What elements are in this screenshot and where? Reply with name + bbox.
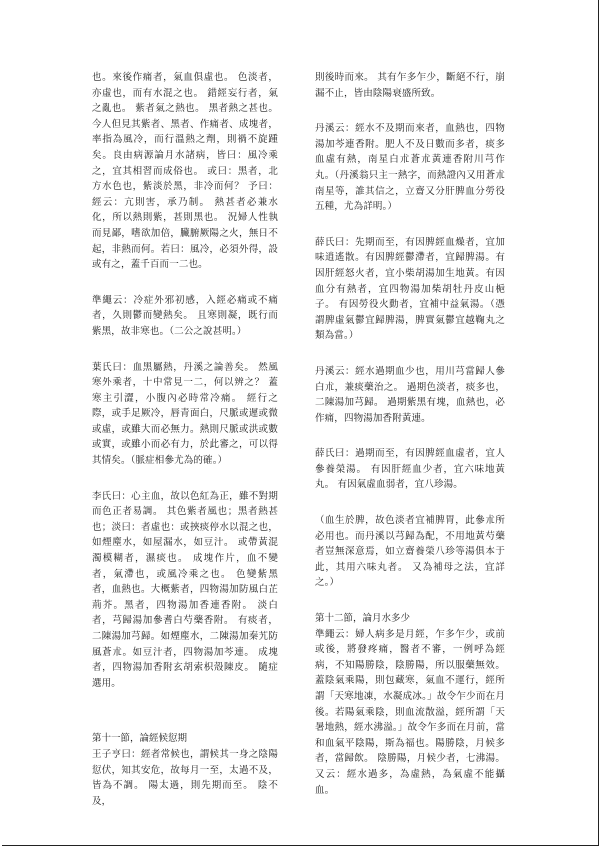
paragraph: 準繩云：婦人病多是月經，乍多乍少，或前或後，將發疼痛，醫者不審，一例呼為經病，不知陽勝陰，陰勝陽，所以服藥無效。 蓋陰氣乘陽，則包藏寒，氣血不運行，經所謂「天寒地凍，水凝成冰。」故令乍少而在月後。若陽氣乘陰，則血流散溢，經所謂「天暑地熱，經水沸溢。」故令乍多而在月前，當和血氣平陰陽，斯為福也。陽勝陰，月候多者，當歸飲。 陰勝陽，月候少者，七沸湯。 又云：經水過多，為虛熱，為氣虛不能攝血。 <box>315 628 505 796</box>
section-heading: 第十一節，論經候愆期 <box>92 733 188 745</box>
paragraph: 丹溪云：經水不及期而來者，血熱也，四物湯加芩連香附。肥人不及日數而多者，痰多血虛有熱，南星白朮蒼朮黃連香附川芎作丸。（丹溪翁只主一熱字，而熱證內又用蒼朮南星等，誰其信之，立齋又分肝脾血分勞役五種，尤為詳明。） <box>315 123 505 213</box>
book-page <box>2 0 599 846</box>
paragraph: 則後時而來。 其有乍多乍少，斷絕不行，崩漏不止，皆由陰陽衰盛所致。 <box>315 72 505 99</box>
paragraph: 薛氏曰：先期而至，有因脾經血燥者，宜加味逍遙散。有因脾經鬱滯者，宜歸脾湯。有因肝經怒火者，宜小柴胡湯加生地黃。有因血分有熱者，宜四物湯加柴胡牡丹皮山梔子。 有因勞役火動者，宜補中益氣湯。（憑謂脾虛氣鬱宜歸脾湯，脾實氣鬱宜越鞠丸之類為當。） <box>315 236 505 342</box>
paragraph: 準繩云：冷症外邪初感，入經必痛或不痛者，久則鬱而變熱矣。 且寒則凝，既行而紫黑，故非寒也。（二公之說甚明。） <box>92 294 278 337</box>
paragraph: 丹溪云：經水過期血少也，用川芎當歸人參白朮，兼痰藥治之。 過期色淡者，痰多也，二陳湯加芎歸。 過期紫黑有塊，血熱也，必作痛，四物湯加香附黃連。 <box>315 365 505 424</box>
paragraph: 李氏曰：心主血，故以色紅為正，雖不對期而色正者易調。 其色紫者風也；黑者熱甚也；淡曰：者虛也：或挾痰停水以混之也，如煙塵水，如屋漏水，如豆汁。 或帶黃混濁模糊者，濕痰也。 成塊作片，血不變者，氣滯也，或風冷乘之也。 色變紫黑者，血熱也。大概紫者，四物湯加防風白芷荊芥。黑者，四物湯加香連香附。 淡白者，芎歸湯加參耆白芍藥香附。 有痰者，二陳湯加芎歸。如煙塵水，二陳湯加秦艽防風蒼朮。如豆汁者，四物湯加芩連。 成塊者，四物湯加香附玄胡索枳殼陳皮。 隨症選用。 <box>92 490 278 689</box>
section-heading: 第十二節，論月水多少 <box>315 613 411 625</box>
left-column <box>92 70 278 829</box>
paragraph: 葉氏曰：血黑屬熱，丹溪之論善矣。 然風寒外乘者，十中常見一二，何以辨之？ 蓋寒主引澀，小腹內必時常冷痛。 經行之際，或手足厥冷，唇青面白，尺脈或遲或微或虛，或雖大而必無力。熱則尺脈或洪或數或實，或雖小而必有力，於此審之，可以得其情矣。（脈症相參尤為的確。） <box>92 361 278 467</box>
right-column <box>315 70 505 818</box>
paragraph: 也。來後作痛者，氣血俱虛也。 色淡者，亦虛也，而有水混之也。 錯經妄行者，氣之亂也。 紫者氣之熱也。 黑者熱之甚也。 今人但見其紫者、黑者、作痛者、成塊者，率指為風冷，而行溫熱之劑，則禍不旋踵矣。良由病源論月水諸病，皆曰：風冷乘之，宜其相習而成俗也。 或曰：黑者，北方水色也，紫淡於黑，非冷而何？ 予曰：經云：亢則害，承乃制。 熱甚者必兼水化，所以熱則紫，甚則黑也。 況婦人性執而見鄙，嗜欲加倍，臟腑厥陽之火，無日不起，非熱而何。若曰：風冷，必須外得，設或有之，蓋千百而一二也。 <box>92 72 278 271</box>
section-gap <box>92 711 278 731</box>
paragraph: 王子亨曰：經者常候也，謂候其一身之陰陽愆伏，知其安危，故每月一至，太過不及，皆為不調。 陽太過，則先期而至。 陰不及， <box>92 748 278 807</box>
paragraph: （血生於脾，故色淡者宜補脾胃，此參朮所必用也。而丹溪以芎歸為配，不用地黃芍藥者豈無深意焉，如立齋養榮八珍等湯俱本于此，其用六味丸者。 又為補母之法，宜詳之。） <box>315 515 505 589</box>
paragraph: 薛氏曰：過期而至，有因脾經血虛者，宜人參養榮湯。 有因肝經血少者，宜六味地黃丸。 有因氣虛血弱者，宜八珍湯。 <box>315 448 505 491</box>
